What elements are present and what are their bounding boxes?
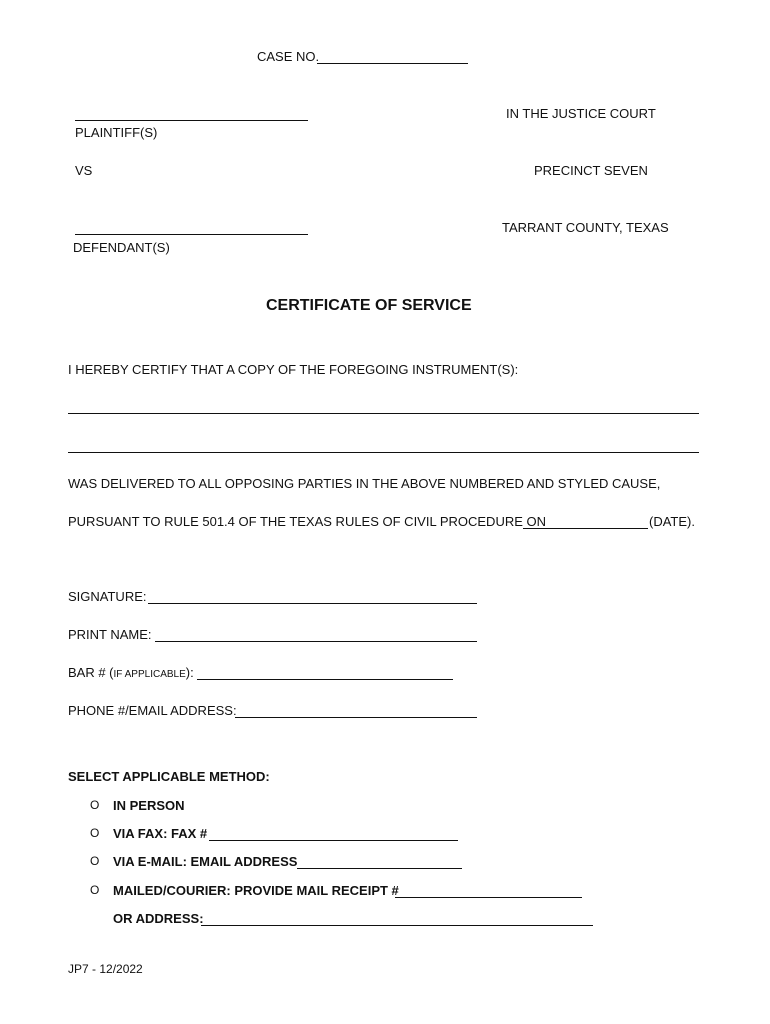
bar-label-main: BAR # ( [68,665,114,680]
plaintiff-label: PLAINTIFF(S) [75,125,158,140]
bar-label-close: ): [185,665,194,680]
method-fax-label: VIA FAX: FAX # [113,826,208,841]
delivered-text: WAS DELIVERED TO ALL OPPOSING PARTIES IN THE ABOVE NUMBERED AND STYLED CAUSE, [68,476,661,491]
phone-email-label: PHONE #/EMAIL ADDRESS: [68,703,237,718]
document-title: CERTIFICATE OF SERVICE [266,297,472,314]
plaintiff-field[interactable] [75,120,308,121]
bar-number-field[interactable] [197,679,453,680]
defendant-label: DEFENDANT(S) [73,240,170,255]
court-precinct: PRECINCT SEVEN [534,163,648,178]
print-name-label: PRINT NAME: [68,627,152,642]
instrument-field-1[interactable] [68,413,699,414]
signature-field[interactable] [148,603,477,604]
instrument-field-2[interactable] [68,452,699,453]
method-bullet-in-person[interactable]: O [90,798,100,812]
email-address-field[interactable] [297,868,462,869]
date-suffix: (DATE). [649,514,695,529]
print-name-field[interactable] [155,641,477,642]
pursuant-text: PURSUANT TO RULE 501.4 OF THE TEXAS RULES OF CIVIL PROCEDURE ON [68,514,546,529]
certify-text: I HEREBY CERTIFY THAT A COPY OF THE FOREGOING INSTRUMENT(S): [68,362,519,377]
or-address-label: OR ADDRESS: [113,911,204,926]
fax-number-field[interactable] [209,840,458,841]
defendant-field[interactable] [75,234,308,235]
case-no-label: CASE NO. [257,49,320,64]
bar-number-label [68,665,194,680]
method-bullet-mailed[interactable]: O [90,883,100,897]
method-in-person-label: IN PERSON [113,798,185,813]
court-county: TARRANT COUNTY, TEXAS [502,220,669,235]
method-email-label: VIA E-MAIL: EMAIL ADDRESS [113,854,298,869]
bar-label-note: IF APPLICABLE [113,669,186,680]
address-field[interactable] [201,925,593,926]
method-mailed-label: MAILED/COURIER: PROVIDE MAIL RECEIPT # [113,883,399,898]
method-bullet-fax[interactable]: O [90,826,100,840]
date-field[interactable] [523,528,648,529]
method-bullet-email[interactable]: O [90,854,100,868]
vs-label: VS [75,163,93,178]
method-heading: SELECT APPLICABLE METHOD: [68,769,270,784]
court-name: IN THE JUSTICE COURT [506,106,656,121]
form-id: JP7 - 12/2022 [68,962,143,976]
phone-email-field[interactable] [235,717,477,718]
signature-label: SIGNATURE: [68,589,147,604]
case-no-field[interactable] [317,63,468,64]
mail-receipt-field[interactable] [395,897,582,898]
